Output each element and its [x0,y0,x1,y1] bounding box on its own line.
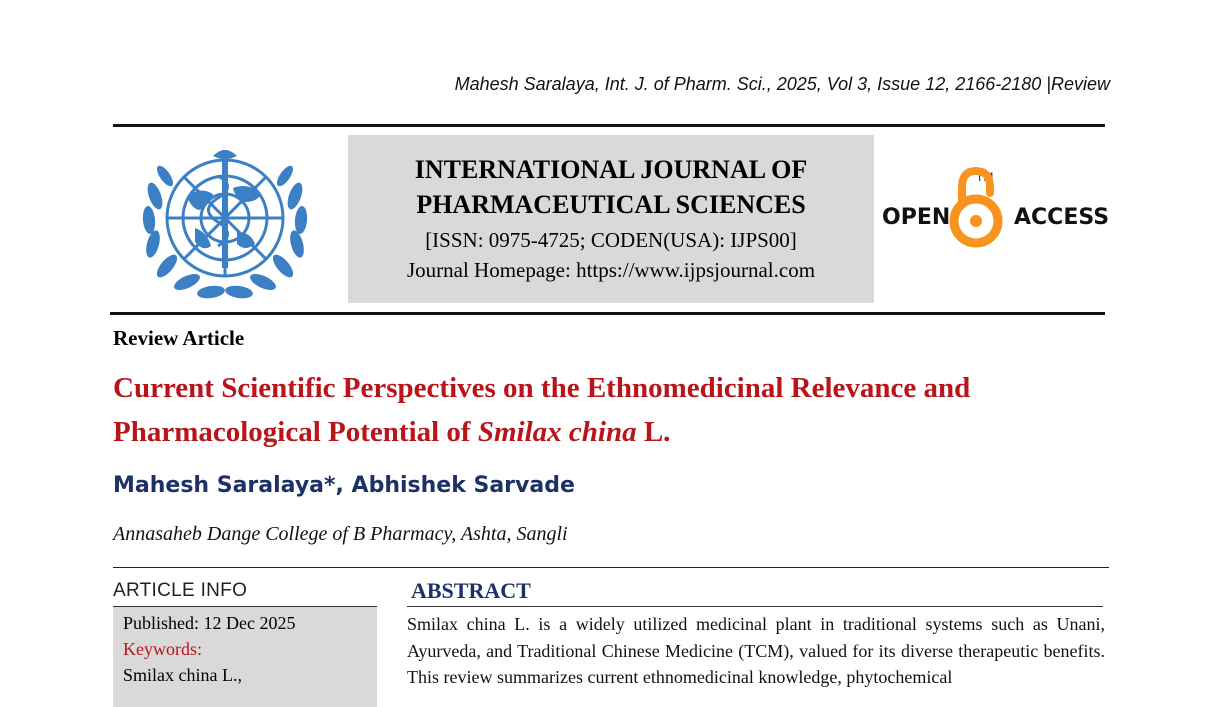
published-date: Published: 12 Dec 2025 [123,613,296,633]
abstract-text: Smilax china L. is a widely utilized medicinal plant in traditional systems such as Unani, Ayurveda, and Traditional Chinese Medicine (TCM), valued for its diverse therapeutic benefits. This review summarizes current ethnomedicinal knowledge, phytochemical [407,614,1105,687]
article-title [113,366,1113,454]
homepage-line: Journal Homepage: https://www.ijpsjournal.com [406,258,816,282]
open-access-tm: TM [976,170,994,184]
journal-masthead [348,135,874,303]
title-species: Smilax china [477,416,637,448]
journal-title-line2: PHARMACEUTICAL SCIENCES [416,190,806,219]
open-access-open-word: OPEN [882,205,951,230]
open-access-logo [880,165,1110,255]
abstract-heading: ABSTRACT [411,578,531,603]
article-type: Review Article [113,326,245,350]
article-info-box [113,607,377,707]
keywords-label: Keywords: [123,639,202,659]
info-divider [113,567,1109,568]
open-access-access-word: ACCESS [1014,205,1110,230]
title-part2: Pharmacological Potential of [113,416,478,448]
journal-title-line1: INTERNATIONAL JOURNAL OF [414,155,808,184]
abstract-rule [407,606,1103,607]
title-part3: L. [636,416,671,448]
issn-line: [ISSN: 0975-4725; CODEN(USA): IJPS00] [425,228,797,252]
running-head: Mahesh Saralaya, Int. J. of Pharm. Sci., 2025, Vol 3, Issue 12, 2166-2180 |Review [454,74,1110,94]
keyword-item: Smilax china L., [123,665,242,685]
top-rule [113,124,1105,127]
authors: Mahesh Saralaya*, Abhishek Sarvade [113,473,575,498]
article-info-heading: ARTICLE INFO [113,580,248,601]
masthead-rule [110,312,1105,315]
journal-emblem-icon [125,136,325,306]
affiliation: Annasaheb Dange College of B Pharmacy, Ashta, Sangli [113,523,568,545]
title-part1: Current Scientific Perspectives on the Ethnomedicinal Relevance and [113,372,971,404]
